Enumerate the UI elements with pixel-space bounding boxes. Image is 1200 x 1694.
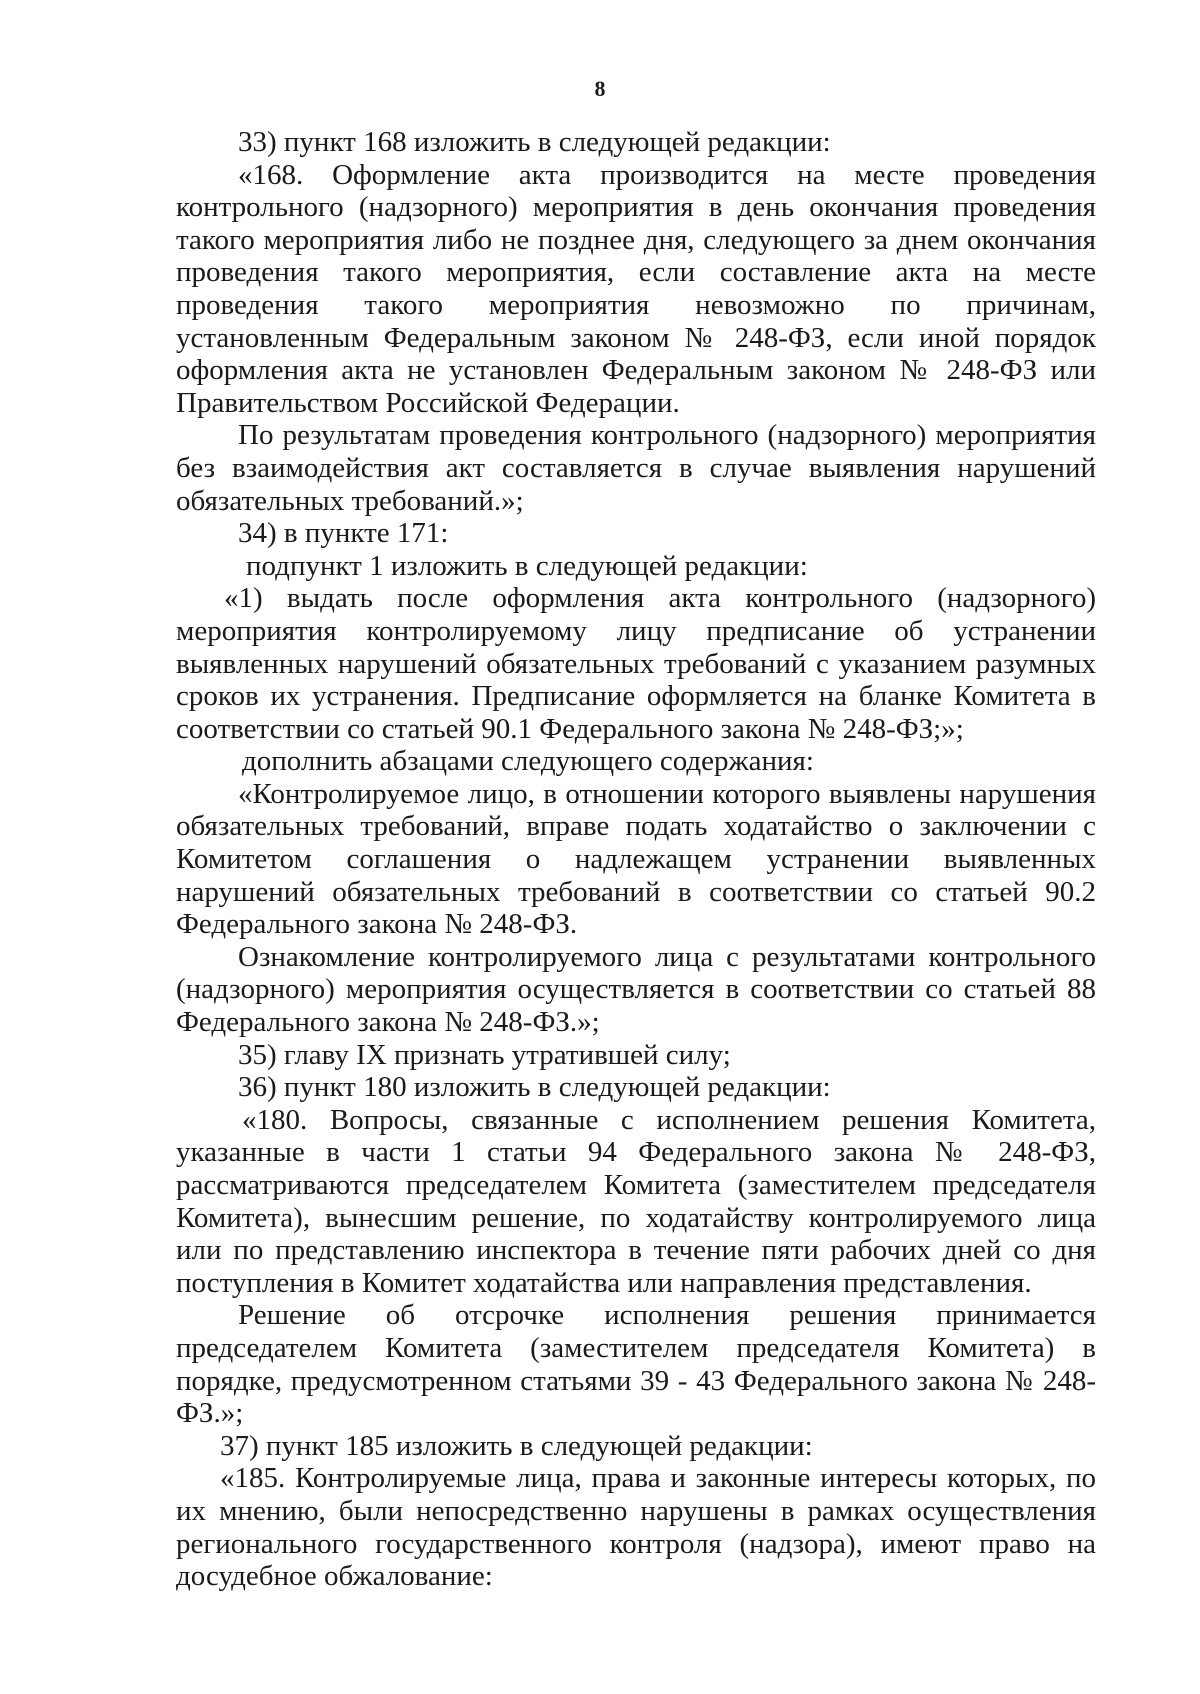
paragraph-quote-controlled-person: «Контролируемое лицо, в отношении которого выявлены нарушения обязательных требований, вправе подать ходатайство о заключении с Комитетом соглашения о надлежащем устранении выявленных нарушений обязательных требований в соответствии со статьей 90.2 Федерального закона № 248-ФЗ. (176, 777, 1096, 941)
paragraph-168-continuation: По результатам проведения контрольного (надзорного) мероприятия без взаимодействия акт составляется в случае выявления нарушений обязательных требований.»; (176, 419, 1096, 517)
paragraph-item-34: 34) в пункте 171: (238, 517, 449, 550)
paragraph-familiarization: Ознакомление контролируемого лица с результатами контрольного (надзорного) мероприятия осуществляется в соответствии со статьей 88 Федерального закона № 248-ФЗ.»; (176, 940, 1096, 1039)
paragraph-quote-185: «185. Контролируемые лица, права и законные интересы которых, по их мнению, были непосредственно нарушены в рамках осуществления регионального государственного контроля (надзора), имеют право на досудебное обжалование: (176, 1462, 1096, 1593)
paragraph-quote-168: «168. Оформление акта производится на месте проведения контрольного (надзорного) мероприятия в день окончания проведения такого мероприятия либо не позднее дня, следующего за днем окончания проведения такого мероприятия, если составление акта на месте проведения такого мероприятия невозможно по причинам, установленным Федеральным законом № 248-ФЗ, если иной порядок оформления акта не установлен Федеральным законом № 248-ФЗ или Правительством Российской Федерации. (176, 158, 1096, 419)
paragraph-item-35: 35) главу IX признать утратившей силу; (238, 1038, 731, 1071)
paragraph-item-37: 37) пункт 185 изложить в следующей редакции: (220, 1429, 813, 1462)
document-body (176, 126, 1096, 1593)
paragraph-quote-180: «180. Вопросы, связанные с исполнением решения Комитета, указанные в части 1 статьи 94 Федерального закона № 248-ФЗ, рассматриваются председателем Комитета (заместителем председателя Комитета), вынесшим решение, по ходатайству контролируемого лица или по представлению инспектора в течение пяти рабочих дней со дня поступления в Комитет ходатайства или направления представления. (176, 1103, 1096, 1299)
paragraph-add-clauses: дополнить абзацами следующего содержания: (242, 745, 814, 778)
paragraph-item-33: 33) пункт 168 изложить в следующей редакции: (238, 126, 831, 158)
paragraph-item-36: 36) пункт 180 изложить в следующей редакции: (238, 1071, 831, 1104)
paragraph-subitem-1-heading: подпункт 1 изложить в следующей редакции: (246, 549, 808, 582)
paragraph-quote-subitem-1: «1) выдать после оформления акта контрольного (надзорного) мероприятия контролируемому лицу предписание об устранении выявленных нарушений обязательных требований с указанием разумных сроков их устранения. Предписание оформляется на бланке Комитета в соответствии со статьей 90.1 Федерального закона № 248-ФЗ;»; (176, 582, 1096, 745)
page-number: 8 (594, 76, 606, 101)
paragraph-deferral-decision: Решение об отсрочке исполнения решения принимается председателем Комитета (заместителем председателя Комитета) в порядке, предусмотренном статьями 39 - 43 Федерального закона № 248-ФЗ.»; (176, 1299, 1096, 1430)
